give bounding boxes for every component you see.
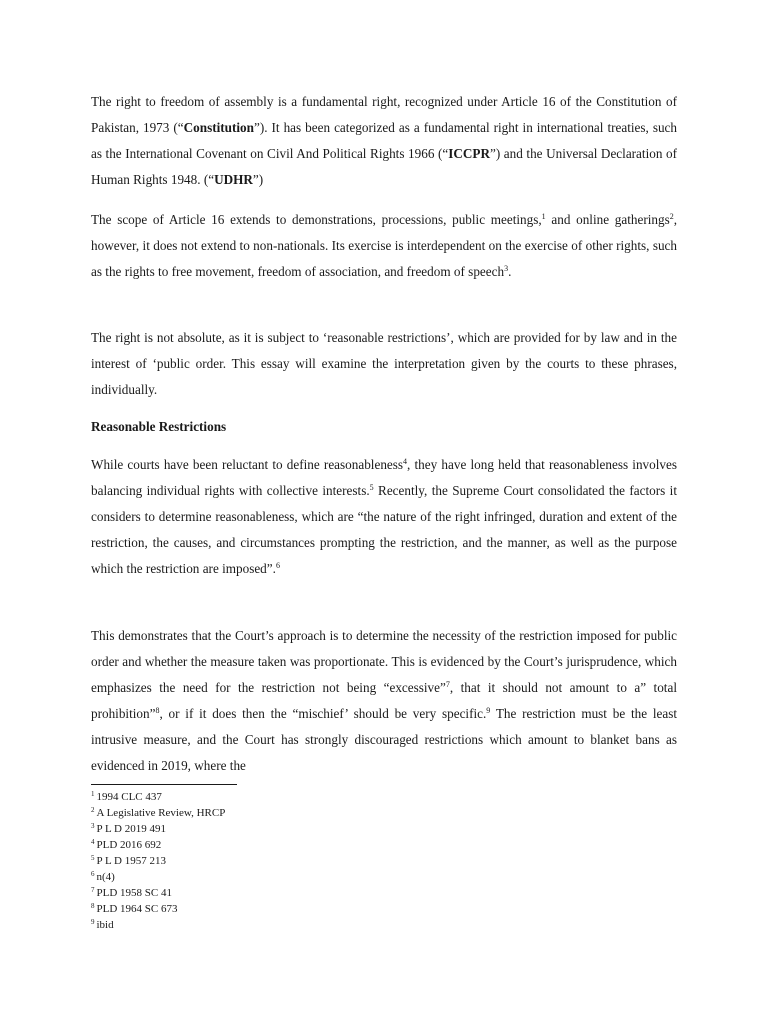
paragraph-text: Recently, the Supreme Court consolidated the factors it considers to determine reasonableness, which are “the nature of the right infringed, duration and extent of the restriction, the causes, and circumstances prompting the restriction, and the manner, as well as the purpose which the restriction are imposed”.	[91, 483, 677, 576]
footnote-text: PLD 2016 692	[96, 839, 162, 851]
footnote-number: 7	[91, 886, 95, 894]
paragraph-text: ”). It has been categorized as a fundamental right in international treaties, such as the International Covenant on Civil And Political Rights 1966 (“	[91, 120, 677, 161]
footnote-ref-6[interactable]: 6	[275, 561, 280, 570]
footnote-number: 1	[91, 790, 95, 798]
footnote-number: 2	[91, 806, 95, 814]
footnote-number: 6	[91, 870, 95, 878]
paragraph-scope-of-article-16	[91, 207, 677, 285]
paragraph-text: , they have long held that reasonableness involves balancing individual rights with collective interests.	[91, 457, 677, 498]
footnote-text: P L D 2019 491	[96, 823, 166, 835]
defined-term-udhr: UDHR	[214, 172, 253, 187]
footnote-ref-4[interactable]: 4	[403, 457, 408, 466]
paragraph-text: ”)	[252, 172, 264, 187]
paragraph-text: , or if it does then the “mischief’ should be very specific.	[159, 706, 487, 721]
paragraph-text: .	[508, 264, 512, 279]
paragraph-reasonableness	[91, 452, 677, 582]
section-heading: Reasonable Restrictions	[91, 419, 227, 434]
footnote-ref-5[interactable]: 5	[369, 483, 374, 492]
paragraph-not-absolute	[91, 325, 677, 403]
paragraph-text: While courts have been reluctant to define reasonableness	[91, 457, 404, 472]
footnote-item	[91, 837, 225, 853]
footnote-text: PLD 1958 SC 41	[96, 887, 172, 899]
footnote-ref-7[interactable]: 7	[445, 680, 450, 689]
footnote-ref-2[interactable]: 2	[669, 212, 674, 221]
footnote-item	[91, 853, 225, 869]
footnote-item	[91, 821, 225, 837]
paragraph-court-approach	[91, 623, 677, 779]
paragraph-text: , that it should not amount to a” total prohibition”	[91, 680, 677, 721]
footnote-text: ibid	[96, 919, 114, 931]
footnote-number: 8	[91, 902, 95, 910]
footnote-text: P L D 1957 213	[96, 855, 166, 867]
footnote-ref-1[interactable]: 1	[541, 212, 546, 221]
footnote-text: 1994 CLC 437	[96, 791, 162, 803]
paragraph-text: This demonstrates that the Court’s approach is to determine the necessity of the restriction imposed for public order and whether the measure taken was proportionate. This is evidenced by the Court’s jurisprudence, which emphasizes the need for the restriction not being “excessive”	[91, 628, 677, 695]
footnote-separator	[91, 784, 237, 785]
paragraph-text: The right is not absolute, as it is subject to ‘reasonable restrictions’, which are provided for by law and in the interest of ‘public order. This essay will examine the interpretation given by the courts to these phrases, individually.	[91, 330, 677, 397]
footnote-number: 4	[91, 838, 95, 846]
paragraph-text: ”) and the Universal Declaration of Human Rights 1948. (“	[91, 146, 677, 187]
paragraph-text: The restriction must be the least intrusive measure, and the Court has strongly discouraged restrictions which amount to blanket bans as evidenced in 2019, where the	[91, 706, 677, 773]
paragraph-text: , however, it does not extend to non-nationals. Its exercise is interdependent on the exercise of other rights, such as the rights to free movement, freedom of association, and freedom of speech	[91, 212, 677, 279]
defined-term-iccpr: ICCPR	[448, 146, 490, 161]
footnote-ref-9[interactable]: 9	[486, 706, 491, 715]
paragraph-text: The right to freedom of assembly is a fundamental right, recognized under Article 16 of the Constitution of Pakistan, 1973 (“	[91, 94, 677, 135]
footnote-ref-8[interactable]: 8	[155, 706, 160, 715]
footnote-number: 5	[91, 854, 95, 862]
footnote-ref-3[interactable]: 3	[504, 264, 509, 273]
footnote-text: A Legislative Review, HRCP	[96, 807, 226, 819]
footnote-number: 9	[91, 918, 95, 926]
paragraph-text: The scope of Article 16 extends to demonstrations, processions, public meetings,	[91, 212, 542, 227]
footnote-text: n(4)	[96, 871, 115, 883]
defined-term-constitution: Constitution	[183, 120, 254, 135]
footnote-item	[91, 789, 225, 805]
footnote-item	[91, 885, 225, 901]
paragraph-text: and online gatherings	[545, 212, 670, 227]
footnote-item	[91, 917, 225, 933]
footnote-item	[91, 901, 225, 917]
paragraph-freedom-of-assembly	[91, 89, 677, 193]
footnote-list	[91, 789, 225, 933]
footnote-item	[91, 869, 225, 885]
footnote-item	[91, 805, 225, 821]
footnote-text: PLD 1964 SC 673	[96, 903, 178, 915]
footnote-number: 3	[91, 822, 95, 830]
